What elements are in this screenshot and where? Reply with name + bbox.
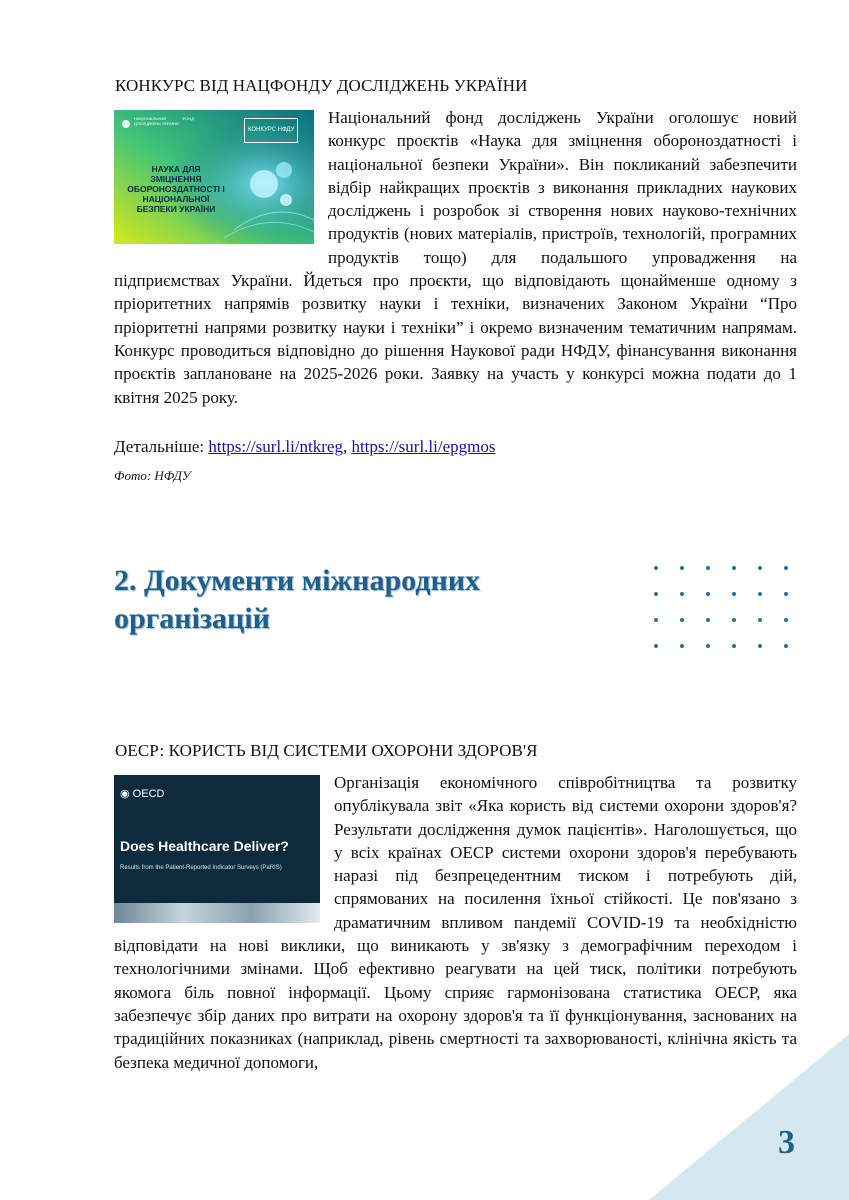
nrfu-badge: КОНКУРС НФДУ <box>244 118 298 143</box>
oecd-globe-icon: ◉ <box>120 788 130 800</box>
photo-credit: Фото: НФДУ <box>114 468 191 483</box>
nrfu-contest-image <box>114 110 314 244</box>
oecd-body-text: Організація економічного співробітництва та розвитку опублікувала звіт «Яка користь від системи охорони здоров'я? Результати дослідження думок пацієнтів». Наголошується, що у всіх країнах ОЕСР системи охорони здоров'я перебувають наразі під безпрецедентним тиском і потребують дій, спрямованих на посилення їхньої стійкості. Це пов'язано з драматичним впливом пандемії COVID-19 та необхідністю відповідати на нові виклики, що виникають у зв'язку з демографічним переходом і технологічними змінами. Щоб ефективно реагувати на цей тиск, політики потребують якомога біль повної інформації. Цьому сприяє гармонізована статистика ОЕСР, яка забезпечує збір даних про витрати на охорону здоров'я та її функціонування, заснованих на традиційних показниках (наприклад, рівень смертності та захворюваності, клінічна якість та безпека медичної допомоги, <box>114 773 797 1072</box>
dot-grid-decoration <box>654 566 794 656</box>
section-title-line-1: 2. Документи міжнародних <box>114 564 481 597</box>
section-heading-nrfu: КОНКУРС ВІД НАЦФОНДУ ДОСЛІДЖЕНЬ УКРАЇНИ <box>115 76 528 95</box>
oecd-image-title: Does Healthcare Deliver? <box>120 838 289 854</box>
link-separator: , <box>342 437 352 456</box>
section-title-line-2: організацій <box>114 602 270 635</box>
article-nrfu <box>114 106 797 409</box>
section-heading-oecd: ОЕСР: КОРИСТЬ ВІД СИСТЕМИ ОХОРОНИ ЗДОРОВ'Я <box>115 741 538 760</box>
corner-triangle-decoration <box>649 1034 849 1200</box>
page-number: 3 <box>778 1124 795 1161</box>
article-oecd <box>114 771 797 1074</box>
nrfu-image-title: НАУКА ДЛЯ ЗМІЦНЕННЯ ОБОРОНОЗДАТНОСТІ І НАЦІОНАЛЬНОЇ БЕЗПЕКИ УКРАЇНИ <box>127 164 225 214</box>
oecd-report-image <box>114 775 320 923</box>
nrfu-body-text: Національний фонд досліджень України оголошує новий конкурс проєктів «Наука для зміцнення обороноздатності і національної безпеки України». Він покликаний забезпечити відбір найкращих проєктів з виконання прикладних наукових досліджень і розробок зі створення нових науково-технічних продуктів (нових матеріалів, пристроїв, технологій, програмних продуктів тощо) для подальшого упровадження на підприємствах України. Йдеться про проєкти, що відповідають щонайменше одному з пріоритетних напрямів розвитку науки і техніки, визначених Законом України “Про пріоритетні напрями розвитку науки і техніки” і окремо визначеним тематичним напрямам. Конкурс проводиться відповідно до рішення Наукової ради НФДУ, фінансування виконання проєктів заплановане на 2025-2026 роки. Заявку на участь у конкурсі можна подати до 1 квітня 2025 року. <box>114 108 797 407</box>
section-title <box>114 562 480 638</box>
oecd-image-photo-strip <box>114 903 320 923</box>
details-line <box>114 437 496 457</box>
nrfu-link-1[interactable]: https://surl.li/ntkreg <box>208 437 343 456</box>
oecd-logo-text: OECD <box>132 788 165 800</box>
details-label: Детальніше: <box>114 437 209 456</box>
oecd-image-subtitle: Results from the Patient-Reported Indicator Surveys (PaRIS) <box>120 865 282 871</box>
oecd-logo <box>120 783 164 806</box>
nrfu-link-2[interactable]: https://surl.li/epgmos <box>351 437 496 456</box>
nrfu-logo-text: НАЦІОНАЛЬНИЙ ФОНД ДОСЛІДЖЕНЬ УКРАЇНИ <box>134 116 194 126</box>
